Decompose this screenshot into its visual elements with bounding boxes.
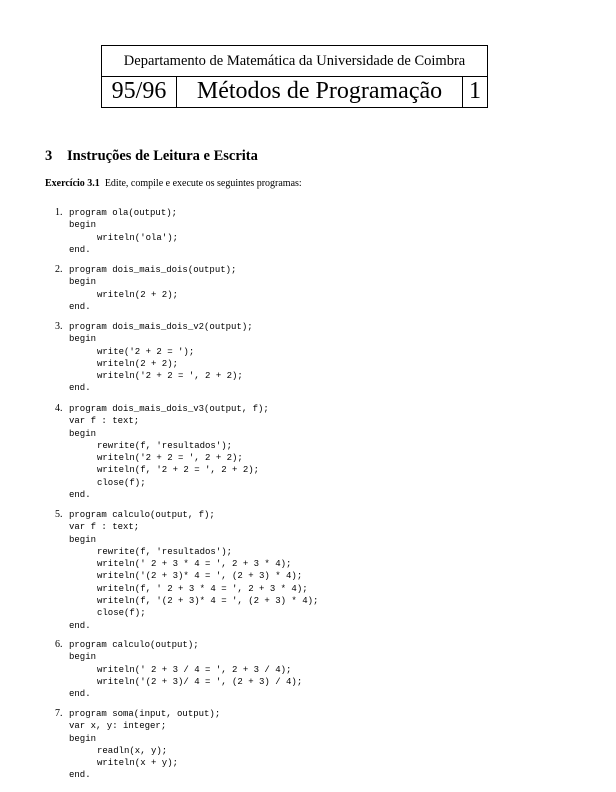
code-line: begin — [69, 334, 97, 345]
program-number: 2. — [55, 264, 63, 275]
code-line: program calculo(output, f); — [69, 510, 215, 520]
code-line: begin — [69, 534, 97, 545]
header-box — [101, 45, 488, 108]
code-line: program soma(input, output); — [69, 709, 221, 719]
header-row — [102, 77, 487, 107]
code-line: writeln('(2 + 3)* 4 = ', (2 + 3) * 4); — [97, 571, 303, 582]
code-line: var x, y: integer; — [69, 721, 167, 732]
code-line: begin — [69, 428, 97, 439]
code-line: program ola(output); — [69, 208, 178, 218]
code-line: end. — [69, 301, 91, 312]
code-line: program dois_mais_dois_v3(output, f); — [69, 404, 269, 414]
program-number: 1. — [55, 207, 63, 218]
code-line: program calculo(output); — [69, 640, 199, 650]
department-name: Departamento de Matemática da Universidade de Coimbra — [102, 46, 487, 77]
code-line: writeln(x + y); — [97, 758, 179, 769]
section-title: Instruções de Leitura e Escrita — [67, 148, 258, 164]
code-line: end. — [69, 383, 91, 394]
code-line: var f : text; — [69, 416, 140, 427]
code-line: end. — [69, 244, 91, 255]
course-title: Métodos de Programação — [177, 77, 463, 107]
code-line: begin — [69, 733, 97, 744]
code-line: end. — [69, 770, 91, 781]
code-line: writeln(2 + 2); — [97, 358, 179, 369]
code-line: writeln('(2 + 3)/ 4 = ', (2 + 3) / 4); — [97, 676, 303, 687]
code-line: writeln(' 2 + 3 * 4 = ', 2 + 3 * 4); — [97, 559, 292, 570]
code-line: end. — [69, 620, 91, 631]
academic-year: 95/96 — [102, 77, 177, 107]
code-line: write('2 + 2 = '); — [97, 346, 195, 357]
code-line: end. — [69, 689, 91, 700]
code-line: begin — [69, 652, 97, 663]
code-line: writeln(f, ' 2 + 3 * 4 = ', 2 + 3 * 4); — [97, 583, 308, 594]
exercise-statement — [45, 178, 302, 189]
sheet-number: 1 — [469, 78, 481, 104]
code-block — [69, 264, 236, 313]
code-line: close(f); — [97, 608, 146, 619]
code-line: writeln(' 2 + 3 / 4 = ', 2 + 3 / 4); — [97, 664, 292, 675]
code-line: rewrite(f, 'resultados'); — [97, 546, 233, 557]
code-block — [69, 639, 302, 700]
code-block — [69, 509, 318, 632]
code-line: program dois_mais_dois_v2(output); — [69, 322, 253, 332]
program-number: 7. — [55, 708, 63, 719]
program-number: 4. — [55, 403, 63, 414]
code-line: close(f); — [97, 477, 146, 488]
code-line: program dois_mais_dois(output); — [69, 265, 237, 275]
code-line: writeln(f, '(2 + 3)* 4 = ', (2 + 3) * 4); — [97, 596, 319, 607]
code-line: writeln(f, '2 + 2 = ', 2 + 2); — [97, 465, 260, 476]
program-number: 6. — [55, 639, 63, 650]
code-line: writeln('2 + 2 = ', 2 + 2); — [97, 371, 243, 382]
section-heading — [45, 148, 258, 165]
code-line: writeln('ola'); — [97, 232, 179, 243]
code-line: end. — [69, 490, 91, 501]
code-line: writeln('2 + 2 = ', 2 + 2); — [97, 453, 243, 464]
code-line: readln(x, y); — [97, 745, 168, 756]
program-number: 5. — [55, 509, 63, 520]
exercise-label: Exercício 3.1 — [45, 178, 100, 189]
program-number: 3. — [55, 321, 63, 332]
code-block — [69, 207, 178, 256]
code-block — [69, 708, 220, 782]
code-line: writeln(2 + 2); — [97, 289, 179, 300]
code-block — [69, 403, 269, 501]
code-line: begin — [69, 220, 97, 231]
code-block — [69, 321, 253, 395]
code-line: rewrite(f, 'resultados'); — [97, 440, 233, 451]
code-line: var f : text; — [69, 522, 140, 533]
code-line: begin — [69, 277, 97, 288]
section-number: 3 — [45, 148, 53, 164]
exercise-text: Edite, compile e execute os seguintes programas: — [104, 178, 302, 189]
